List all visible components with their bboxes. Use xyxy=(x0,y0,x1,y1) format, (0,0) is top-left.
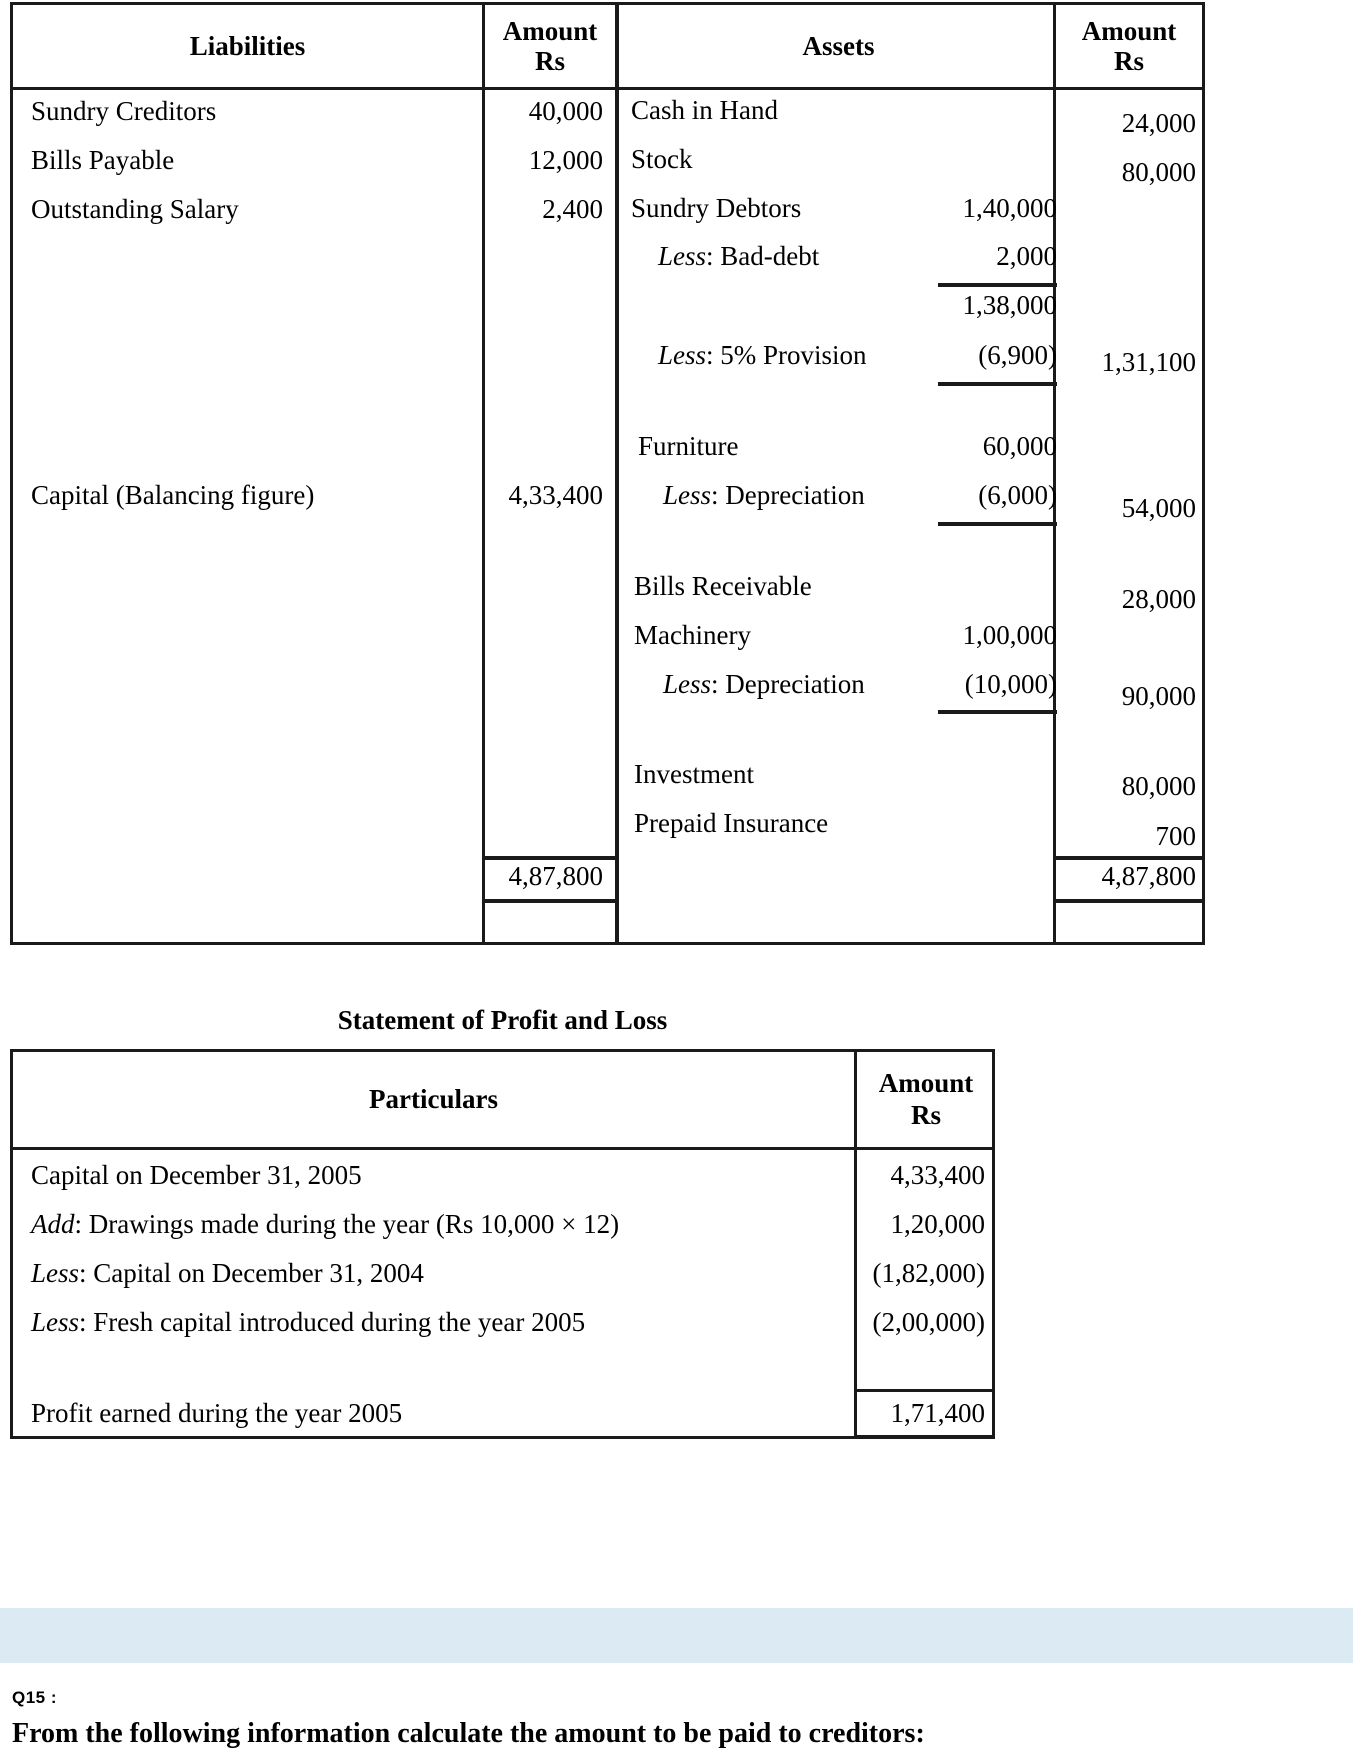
pl-text-0: Capital on December 31, 2005 xyxy=(31,1160,362,1190)
pl-prefix-2: Less xyxy=(31,1258,80,1288)
asset-subamount-provision: (6,900) xyxy=(978,340,1057,370)
provision-text: : 5% Provision xyxy=(706,340,867,370)
pl-row-amount-3: (2,00,000) xyxy=(872,1307,985,1337)
pl-text-3: : Fresh capital introduced during the year 2005 xyxy=(79,1307,586,1337)
asset-amount-investment: 80,000 xyxy=(1121,771,1196,801)
subtotal-rule-machinery xyxy=(938,710,1057,714)
asset-subamount-machinery-depreciation: (10,000) xyxy=(964,669,1057,699)
asset-label-cash-in-hand: Cash in Hand xyxy=(631,95,778,125)
total-amount-liabilities: 4,87,800 xyxy=(508,861,603,891)
subtotal-rule-furniture xyxy=(938,522,1057,526)
pl-header-particulars: Particulars xyxy=(369,1083,498,1114)
asset-label-bad-debt xyxy=(658,243,819,270)
bad-debt-text: : Bad-debt xyxy=(706,241,820,271)
asset-label-investment: Investment xyxy=(634,759,754,789)
less-prefix-bad-debt: Less xyxy=(658,241,707,271)
column-divider-liabilities-amount xyxy=(482,5,485,942)
liability-label-1: Bills Payable xyxy=(31,145,175,175)
liability-label-0: Sundry Creditors xyxy=(31,96,217,126)
pl-header-amount xyxy=(857,1052,995,1147)
asset-label-stock: Stock xyxy=(631,144,693,174)
balance-sheet-table xyxy=(10,2,1205,945)
column-divider-assets-subamount xyxy=(1053,5,1056,942)
pl-text-2: : Capital on December 31, 2004 xyxy=(79,1258,424,1288)
liability-amount-3: 4,33,400 xyxy=(508,480,603,510)
liability-amount-2: 2,400 xyxy=(542,194,603,224)
machinery-dep-text: : Depreciation xyxy=(711,669,865,699)
less-prefix-furniture-dep: Less xyxy=(663,480,712,510)
asset-amount-bills-receivable: 28,000 xyxy=(1121,584,1196,614)
liability-amount-1: 12,000 xyxy=(528,145,603,175)
pl-prefix-1: Add xyxy=(31,1209,75,1239)
header-divider xyxy=(13,87,1202,90)
liability-label-3: Capital (Balancing figure) xyxy=(31,480,315,510)
asset-label-prepaid-insurance: Prepaid Insurance xyxy=(634,808,829,838)
asset-label-machinery-depreciation xyxy=(663,671,865,698)
pl-row-label-3 xyxy=(31,1309,585,1336)
question-number: Q15 : xyxy=(12,1688,58,1707)
liability-label-2: Outstanding Salary xyxy=(31,194,239,224)
less-prefix-machinery-dep: Less xyxy=(663,669,712,699)
pl-result-amount: 1,71,400 xyxy=(890,1398,985,1428)
pl-result-rule-bottom xyxy=(857,1435,995,1439)
liability-amount-0: 40,000 xyxy=(528,96,603,126)
header-amount-currency-2: Rs xyxy=(1113,46,1144,76)
header-liabilities: Liabilities xyxy=(189,30,306,61)
asset-amount-prepaid-insurance: 700 xyxy=(1155,821,1196,851)
less-prefix-provision: Less xyxy=(658,340,707,370)
subtotal-rule-provision xyxy=(938,382,1057,386)
header-amount-assets xyxy=(1056,5,1202,87)
total-rule-top-liabilities xyxy=(485,856,615,860)
asset-amount-machinery-net: 90,000 xyxy=(1121,681,1196,711)
profit-loss-table xyxy=(10,1049,995,1439)
asset-subamount-furniture-depreciation: (6,000) xyxy=(978,480,1057,510)
pl-result-rule-top xyxy=(857,1389,995,1392)
asset-subamount-bad-debt: 2,000 xyxy=(996,241,1057,271)
asset-subamount-debtors-after-bad-debt: 1,38,000 xyxy=(962,290,1057,320)
total-rule-bottom-assets xyxy=(1056,899,1202,903)
asset-amount-debtors-net: 1,31,100 xyxy=(1101,347,1196,377)
asset-subamount-furniture: 60,000 xyxy=(982,431,1057,461)
asset-label-furniture-depreciation xyxy=(663,482,865,509)
asset-amount-stock: 80,000 xyxy=(1121,157,1196,187)
pl-row-amount-0: 4,33,400 xyxy=(890,1160,985,1190)
pl-header-amount-currency: Rs xyxy=(910,1099,941,1130)
asset-amount-furniture-net: 54,000 xyxy=(1121,493,1196,523)
asset-label-furniture: Furniture xyxy=(638,431,739,461)
page-separator-band xyxy=(0,1608,1353,1663)
pl-row-label-1 xyxy=(31,1211,619,1238)
asset-amount-cash-in-hand: 24,000 xyxy=(1121,108,1196,138)
pl-row-label-2 xyxy=(31,1260,424,1287)
asset-label-bills-receivable: Bills Receivable xyxy=(634,571,812,601)
pl-row-label-0 xyxy=(31,1162,362,1189)
total-rule-top-assets xyxy=(1056,856,1202,860)
header-amount-liabilities xyxy=(485,5,615,87)
profit-loss-title: Statement of Profit and Loss xyxy=(337,1005,668,1035)
pl-header-amount-label: Amount xyxy=(878,1068,974,1099)
column-divider-amount-assets xyxy=(615,5,619,942)
asset-label-sundry-debtors: Sundry Debtors xyxy=(631,193,802,223)
header-amount-label: Amount xyxy=(502,15,598,46)
total-amount-assets: 4,87,800 xyxy=(1101,861,1196,891)
asset-subamount-machinery: 1,00,000 xyxy=(962,620,1057,650)
asset-subamount-sundry-debtors: 1,40,000 xyxy=(962,193,1057,223)
total-rule-bottom-liabilities xyxy=(485,899,615,903)
header-assets: Assets xyxy=(802,30,875,61)
subtotal-rule-bad-debt xyxy=(938,283,1057,287)
pl-text-1: : Drawings made during the year (Rs 10,000 × 12) xyxy=(74,1209,620,1239)
pl-header-divider xyxy=(13,1147,992,1150)
pl-result-label: Profit earned during the year 2005 xyxy=(31,1398,403,1428)
question-text: From the following information calculate the amount to be paid to creditors: xyxy=(12,1718,925,1749)
pl-row-amount-1: 1,20,000 xyxy=(890,1209,985,1239)
asset-label-machinery: Machinery xyxy=(634,620,751,650)
asset-label-provision xyxy=(658,342,867,369)
pl-prefix-3: Less xyxy=(31,1307,80,1337)
pl-row-amount-2: (1,82,000) xyxy=(872,1258,985,1288)
header-amount-label-2: Amount xyxy=(1081,15,1177,46)
header-amount-currency: Rs xyxy=(534,46,565,76)
furniture-dep-text: : Depreciation xyxy=(711,480,865,510)
